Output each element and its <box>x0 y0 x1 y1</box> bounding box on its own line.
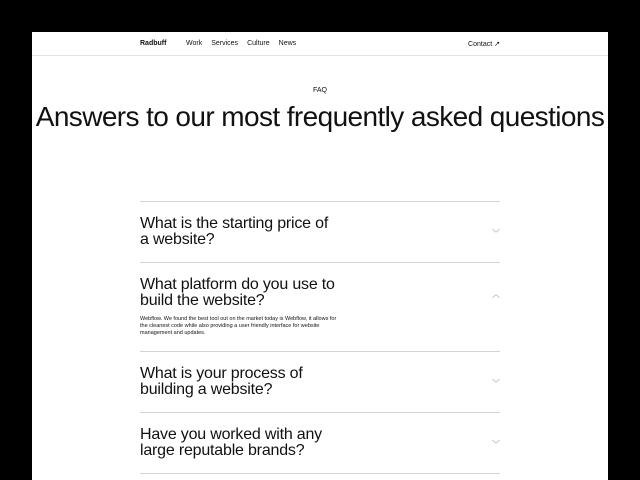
chevron-up-icon[interactable]: ︿ <box>492 290 500 299</box>
chevron-down-icon[interactable]: ﹀ <box>492 229 500 238</box>
nav-link-culture[interactable]: Culture <box>247 40 270 47</box>
faq-item[interactable] <box>140 201 500 262</box>
faq-question: What platform do you use to build the website? <box>140 276 335 309</box>
divider <box>140 473 500 474</box>
faq-answer: Webflow. We found the best tool out on the market today is Webflow, it allows for the cleanest code while also providing a user friendly interface for website management and updates. <box>140 316 337 336</box>
nav-link-news[interactable]: News <box>278 40 297 47</box>
eyebrow: FAQ <box>312 87 327 94</box>
faq-list <box>140 201 500 474</box>
faq-item[interactable] <box>140 412 500 473</box>
page <box>32 32 608 480</box>
faq-item[interactable] <box>140 351 500 412</box>
nav-link-work[interactable]: Work <box>186 40 203 47</box>
logo[interactable]: Radbuff <box>140 40 167 47</box>
contact-label: Contact <box>468 41 493 48</box>
chevron-down-icon[interactable]: ﹀ <box>492 440 500 449</box>
chevron-down-icon[interactable]: ﹀ <box>492 379 500 388</box>
page-title: Answers to our most frequently asked questions <box>35 101 605 132</box>
nav-link-services[interactable]: Services <box>211 40 239 47</box>
contact-link[interactable] <box>468 40 500 48</box>
nav-links <box>186 40 296 47</box>
top-nav <box>32 32 608 56</box>
faq-question: What is the starting price of a website? <box>140 215 329 248</box>
faq-question: What is your process of building a website? <box>140 365 303 398</box>
faq-item[interactable] <box>140 262 500 351</box>
faq-question: Have you worked with any large reputable brands? <box>140 426 322 459</box>
arrow-up-right-icon: ↗ <box>494 41 500 48</box>
